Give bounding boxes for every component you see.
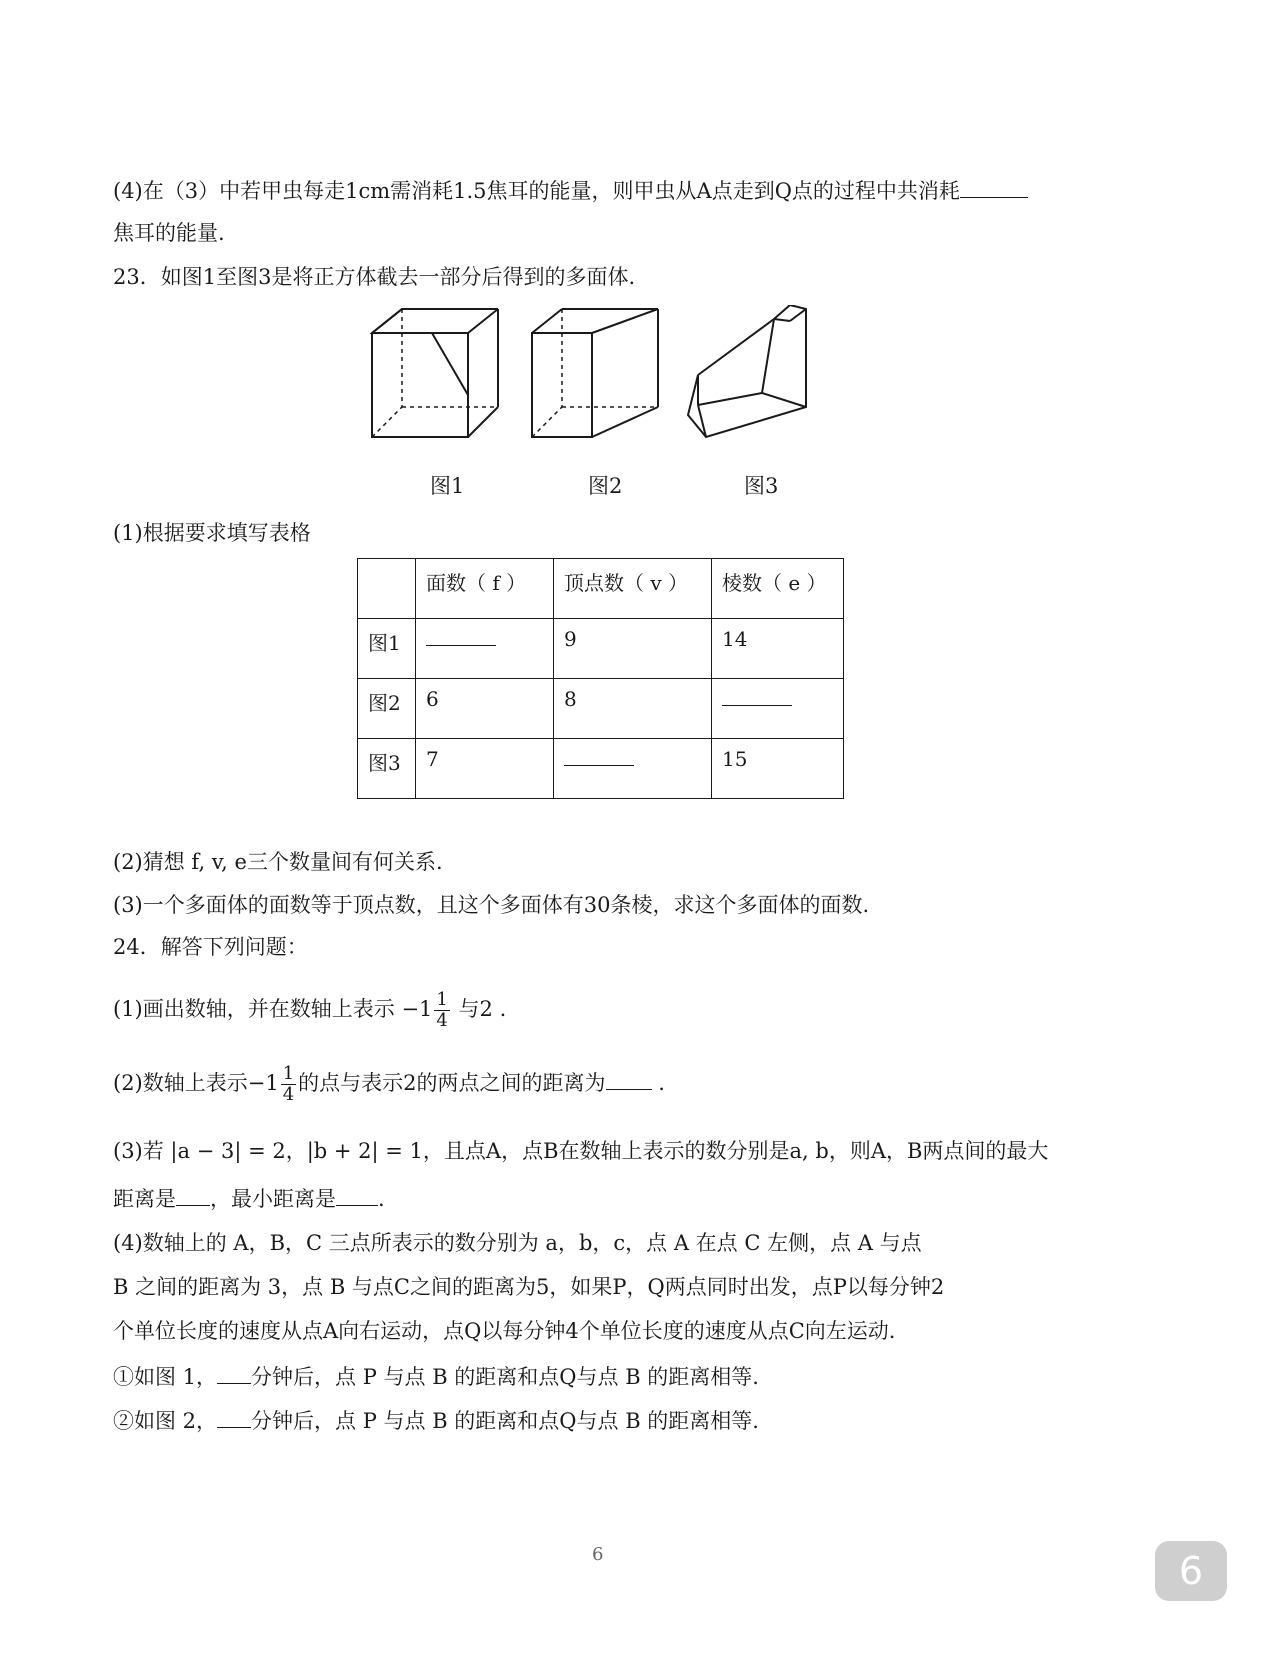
answer-blank[interactable] [217, 1407, 251, 1428]
cell-vertices: 8 [554, 679, 712, 739]
q22-part4-line1 [113, 176, 1028, 206]
figure-2-caption: 图2 [588, 474, 623, 498]
row-label: 图2 [358, 679, 416, 739]
q24-part4-line3: 个单位长度的速度从点A向右运动，点Q以每分钟4个单位长度的速度从点C向左运动. [113, 1319, 896, 1343]
q24-sub1-text: ①如图 1， [113, 1365, 218, 1389]
header-edges: 棱数（ e ） [712, 559, 844, 619]
cell-faces[interactable] [416, 619, 554, 679]
fraction-numerator: 1 [436, 989, 448, 1010]
q24-sub2 [113, 1406, 759, 1436]
cell-edges: 15 [712, 739, 844, 799]
fraction-numerator: 1 [282, 1063, 295, 1084]
q24-sub1 [113, 1362, 759, 1392]
q23-intro: 23．如图1至图3是将正方体截去一部分后得到的多面体. [113, 265, 636, 289]
q24-part3-text-a: 距离是 [113, 1187, 176, 1211]
q24-part3-line1: (3)若 |a − 3| = 2，|b + 2| = 1，且点A，点B在数轴上表示的数分别是a, b，则A，B两点间的最大 [113, 1139, 1049, 1163]
q24-part2-tail: 的点与表示2的两点之间的距离为 [298, 1071, 606, 1095]
table-row [358, 619, 844, 679]
figure-1-caption: 图1 [430, 474, 465, 498]
row-label: 图1 [358, 619, 416, 679]
cell-vertices: 9 [554, 619, 712, 679]
q24-sub2-tail: 分钟后，点 P 与点 B 的距离和点Q与点 B 的距离相等. [251, 1409, 759, 1433]
cell-edges: 14 [712, 619, 844, 679]
fraction-denominator: 4 [436, 1010, 448, 1031]
page-badge[interactable]: 6 [1155, 1541, 1227, 1601]
answer-blank[interactable] [606, 1069, 652, 1090]
q24-part3-text-b: ，最小距离是 [210, 1187, 336, 1211]
table-header-row [358, 559, 844, 619]
answer-blank[interactable] [722, 687, 792, 706]
q24-part4-line1: (4)数轴上的 A，B，C 三点所表示的数分别为 a，b，c，点 A 在点 C 左侧，点 A 与点 [113, 1231, 922, 1255]
q24-sub1-tail: 分钟后，点 P 与点 B 的距离和点Q与点 B 的距离相等. [251, 1365, 759, 1389]
mixed-number-whole: −1 [401, 997, 433, 1021]
q24-part3-line2: 距离是 ，最小距离是 . [113, 1187, 385, 1211]
cell-edges[interactable] [712, 679, 844, 739]
q23-part2: (2)猜想 f, v, e三个数量间有何关系. [113, 850, 443, 874]
q24-part1-text: (1)画出数轴，并在数轴上表示 [113, 997, 395, 1021]
q22-part4-text: (4)在（3）中若甲虫每走1cm需消耗1.5焦耳的能量，则甲虫从A点走到Q点的过程中共消耗 [113, 179, 960, 203]
q22-part4-line2: 焦耳的能量. [113, 221, 225, 245]
fraction [281, 1064, 296, 1105]
answer-blank[interactable] [426, 627, 496, 646]
figure-3-caption: 图3 [744, 474, 779, 498]
table-corner-cell [358, 559, 416, 619]
figure-3-polyhedron [688, 305, 806, 437]
q24-part1 [113, 990, 506, 1031]
polyhedron-table [357, 558, 844, 799]
q23-part1: (1)根据要求填写表格 [113, 521, 311, 545]
table-row [358, 679, 844, 739]
answer-blank[interactable] [336, 1185, 378, 1206]
cell-faces: 6 [416, 679, 554, 739]
header-vertices: 顶点数（ v ） [554, 559, 712, 619]
q23-part3: (3)一个多面体的面数等于顶点数，且这个多面体有30条棱，求这个多面体的面数. [113, 893, 870, 917]
mixed-number-whole: −1 [247, 1071, 279, 1095]
q24-part4-line2: B 之间的距离为 3，点 B 与点C之间的距离为5，如果P，Q两点同时出发，点P以每分钟2 [113, 1275, 945, 1299]
figure-1-polyhedron [372, 309, 498, 437]
page-number: 6 [592, 1544, 604, 1565]
fraction [434, 990, 449, 1031]
figure-2-polyhedron [532, 309, 658, 437]
cell-faces: 7 [416, 739, 554, 799]
row-label: 图3 [358, 739, 416, 799]
polyhedra-figures [370, 305, 830, 445]
answer-blank[interactable] [217, 1363, 251, 1384]
q24-sub2-text: ②如图 2， [113, 1409, 218, 1433]
q24-part2: (2)数轴上表示−1 $\frac{1}{4}$ 的点与表示2的两点之间的距离为 . [113, 1063, 665, 1105]
cell-vertices[interactable] [554, 739, 712, 799]
answer-blank[interactable] [564, 747, 634, 766]
q24-part2-text: (2)数轴上表示 [113, 1071, 248, 1095]
answer-blank[interactable] [176, 1185, 210, 1206]
q24-intro: 24．解答下列问题： [113, 935, 308, 959]
fraction-denominator: 4 [282, 1084, 295, 1105]
q24-part1-tail: 与2 . [458, 997, 507, 1021]
table-row [358, 739, 844, 799]
answer-blank[interactable] [960, 177, 1028, 198]
header-faces: 面数（ f ） [416, 559, 554, 619]
